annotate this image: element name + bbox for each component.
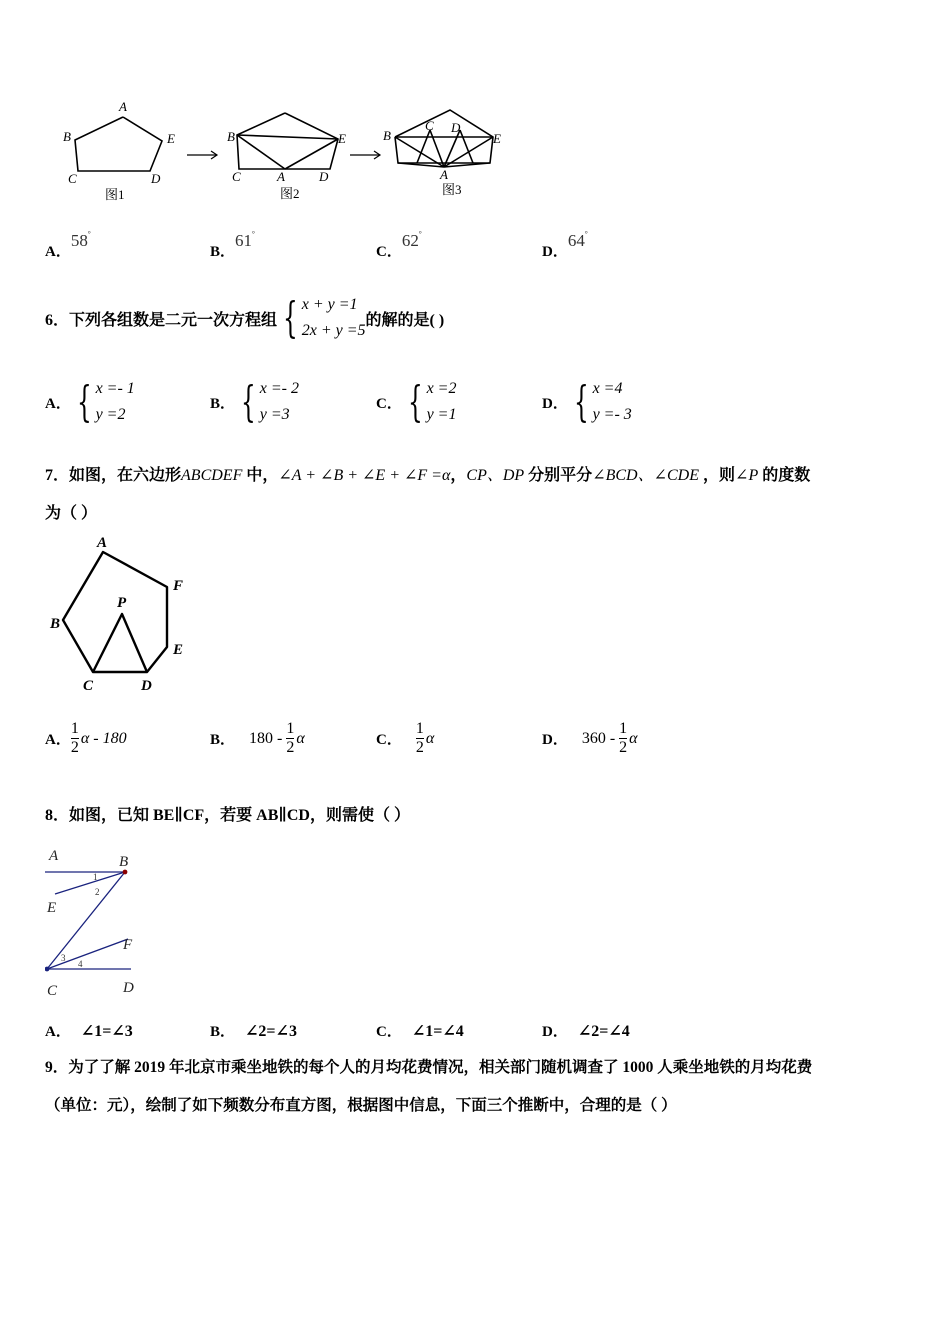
figure-1-pentagon xyxy=(75,117,162,171)
brace-icon: { xyxy=(573,377,589,426)
q6-eq2: 2x + y =5 xyxy=(301,322,366,339)
option-label: B． xyxy=(210,732,236,748)
fraction-num: 1 xyxy=(415,720,424,737)
degree-mark: ° xyxy=(87,229,91,238)
fraction-den: 2 xyxy=(286,739,295,756)
option-label: B． xyxy=(210,395,236,412)
fig2-label-b: B xyxy=(227,129,235,144)
option-pre: 180 - xyxy=(249,729,287,747)
q8-angle-2: 2 xyxy=(95,887,100,897)
option-label: A． xyxy=(45,395,71,412)
option-post: α xyxy=(296,729,305,747)
q7-hexagon: ABCDEF xyxy=(181,467,243,484)
q7-label-a: A xyxy=(97,535,108,551)
q8-option-b[interactable] xyxy=(210,1020,297,1041)
option-label: C． xyxy=(376,732,402,748)
brace-icon: { xyxy=(76,377,92,426)
point-b-dot xyxy=(123,870,128,875)
fig3-label-c: C xyxy=(425,118,434,133)
option-post: α xyxy=(425,729,435,747)
arrow-icon xyxy=(350,151,380,159)
q8-option-c[interactable] xyxy=(376,1020,464,1041)
fig2-label-d: D xyxy=(319,169,329,184)
option-post: α - 180 xyxy=(80,729,127,747)
q6-option-d[interactable] xyxy=(542,376,632,428)
q7-cp-dp: CP、DP xyxy=(466,467,525,484)
option-x: x =2 xyxy=(426,380,457,397)
q8-parallel-figure xyxy=(45,840,155,1005)
q8-angle-4: 4 xyxy=(78,959,83,969)
option-label: D． xyxy=(542,244,568,260)
q7-question-line2: 为（ ） xyxy=(45,505,98,522)
fig3-label-e: E xyxy=(493,131,501,146)
q8-option-a[interactable] xyxy=(45,1020,133,1041)
fig3-label-d: D xyxy=(451,120,461,135)
option-pre: 360 - xyxy=(581,729,620,747)
q7-option-a[interactable] xyxy=(45,720,127,757)
q6-prefix: 6．下列各组数是二元一次方程组 xyxy=(45,311,278,329)
fraction-num: 1 xyxy=(286,720,295,737)
q9-question-line1: 9．为了了解 2019 年北京市乘坐地铁的每个人的月均花费情况，相关部门随机调查了 1000 人乘坐地铁的月均花费 xyxy=(45,1059,813,1076)
option-value: 61 xyxy=(235,231,253,250)
q7-text-a: 7．如图，在六边形 xyxy=(45,467,182,484)
fig3-caption: 图3 xyxy=(442,182,462,197)
fig2-label-a: A xyxy=(277,169,285,184)
option-label: D． xyxy=(542,395,568,412)
option-x: x =- 2 xyxy=(259,380,299,397)
q6-equation-system xyxy=(277,292,366,344)
option-label: B． xyxy=(210,244,236,260)
option-label: C． xyxy=(376,395,402,412)
fig2-caption: 图2 xyxy=(280,186,300,201)
q6-option-a[interactable] xyxy=(45,376,135,428)
fig3-label-a: A xyxy=(440,167,448,182)
fig1-label-b: B xyxy=(63,129,71,144)
q7-text-b: 中， xyxy=(246,467,279,484)
figure-2-folded xyxy=(237,113,338,169)
fraction xyxy=(416,720,424,757)
q7-option-d[interactable] xyxy=(542,720,638,757)
fig1-label-d: D xyxy=(151,171,161,186)
q7-label-b: B xyxy=(50,616,61,632)
q7-hexagon-figure xyxy=(45,532,210,697)
q8-label-a: A xyxy=(49,848,59,864)
q9-question-line2: （单位：元），绘制了如下频数分布直方图，根据图中信息，下面三个推断中，合理的是（ ） xyxy=(45,1097,677,1114)
option-value: ∠1=∠3 xyxy=(80,1023,133,1040)
q8-angle-3: 3 xyxy=(61,953,66,963)
fraction-den: 2 xyxy=(415,739,424,756)
fig1-caption: 图1 xyxy=(105,187,125,202)
q5-option-d[interactable] xyxy=(542,229,588,261)
q7-label-f: F xyxy=(173,578,184,594)
q5-option-a[interactable] xyxy=(45,229,91,261)
option-value: ∠2=∠3 xyxy=(245,1023,297,1040)
option-label: D． xyxy=(542,1024,568,1040)
q6-option-b[interactable] xyxy=(210,376,299,428)
option-label: A． xyxy=(45,1024,71,1040)
q8-label-b: B xyxy=(119,854,129,870)
q8-option-d[interactable] xyxy=(542,1020,630,1041)
option-x: x =- 1 xyxy=(95,380,135,397)
q6-option-c[interactable] xyxy=(376,376,456,428)
option-y: y =1 xyxy=(426,406,457,423)
option-label: B． xyxy=(210,1024,236,1040)
q8-label-f: F xyxy=(123,937,133,953)
q7-text-e: 的度数 xyxy=(762,467,811,484)
q7-question-line1 xyxy=(45,462,810,485)
option-label: D． xyxy=(542,732,568,748)
fig1-label-e: E xyxy=(167,131,175,146)
option-value: 58 xyxy=(70,231,88,250)
option-post: α xyxy=(629,729,638,747)
q8-label-c: C xyxy=(47,983,58,999)
option-label: A． xyxy=(45,732,71,748)
arrow-icon xyxy=(187,151,217,159)
degree-mark: ° xyxy=(584,229,588,238)
fraction xyxy=(286,720,294,757)
q7-label-d: D xyxy=(141,678,152,694)
option-label: C． xyxy=(376,1024,402,1040)
q7-angle-sum: ∠A + ∠B + ∠E + ∠F =α xyxy=(278,467,451,484)
option-value: ∠2=∠4 xyxy=(577,1023,630,1040)
fraction xyxy=(619,720,627,757)
q7-label-c: C xyxy=(83,678,94,694)
brace-icon: { xyxy=(407,377,423,426)
q5-option-c[interactable] xyxy=(376,229,422,261)
q6-eq1: x + y =1 xyxy=(301,296,358,313)
q7-label-p: P xyxy=(117,595,127,611)
q7-option-c[interactable] xyxy=(376,720,434,757)
q7-label-e: E xyxy=(173,642,184,658)
fraction xyxy=(71,720,79,757)
q8-angle-1: 1 xyxy=(93,872,98,882)
option-label: A． xyxy=(45,244,71,260)
fig1-label-a: A xyxy=(119,99,127,114)
q7-option-b[interactable] xyxy=(210,720,305,757)
q8-label-e: E xyxy=(47,900,57,916)
fraction-den: 2 xyxy=(70,739,79,756)
q8-label-d: D xyxy=(123,980,134,996)
option-label: C． xyxy=(376,244,402,260)
q6-suffix: 的解的是( ) xyxy=(365,311,445,329)
option-value: 64 xyxy=(567,231,585,250)
option-value: 62 xyxy=(401,231,419,250)
option-x: x =4 xyxy=(592,380,623,397)
brace-icon: { xyxy=(241,377,256,426)
figure-3-folded xyxy=(395,110,493,167)
q7-comma: ， xyxy=(450,467,467,484)
q7-text-c: 分别平分 xyxy=(528,467,593,484)
fraction-den: 2 xyxy=(619,739,628,756)
option-y: y =2 xyxy=(95,406,126,423)
degree-mark: ° xyxy=(418,229,422,238)
q7-angle-p: ∠P xyxy=(735,467,759,484)
fig1-label-c: C xyxy=(68,171,77,186)
q8-question: 8．如图，已知 BE∥CF，若要 AB∥CD，则需使（ ） xyxy=(45,807,410,824)
q5-option-b[interactable] xyxy=(210,229,255,261)
q5-figures xyxy=(55,95,515,210)
fraction-num: 1 xyxy=(619,720,628,737)
fig2-label-c: C xyxy=(232,169,241,184)
q7-bisected: ∠BCD、∠CDE xyxy=(592,467,700,484)
option-y: y =3 xyxy=(259,406,290,423)
brace-icon: { xyxy=(283,293,298,342)
fig3-label-b: B xyxy=(383,128,391,143)
fraction-num: 1 xyxy=(70,720,79,737)
q6-question xyxy=(45,292,444,344)
degree-mark: ° xyxy=(252,229,255,238)
fig2-label-e: E xyxy=(338,131,346,146)
q7-text-d: ，则 xyxy=(703,467,736,484)
option-value: ∠1=∠4 xyxy=(411,1023,464,1040)
option-y: y =- 3 xyxy=(592,406,632,423)
